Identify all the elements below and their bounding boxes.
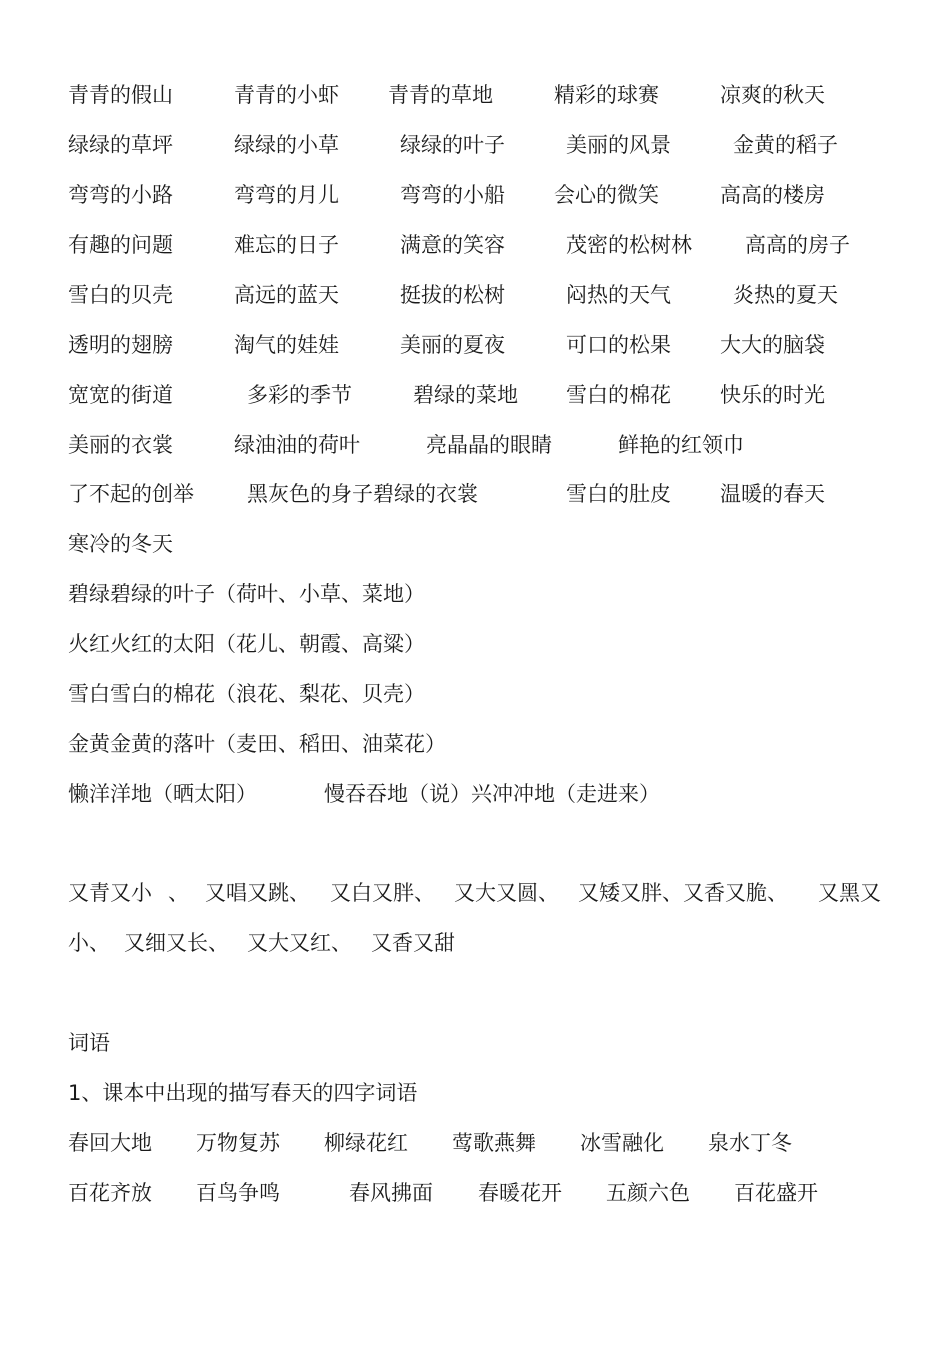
phrase: 又香又甜: [371, 931, 455, 955]
word: 淘气的娃娃: [234, 333, 339, 357]
word: 茂密的松树林: [566, 233, 692, 257]
idiom: 万物复苏: [196, 1131, 280, 1155]
phrase: 又青又小: [68, 881, 152, 905]
phrase: 又唱又跳、: [205, 881, 310, 905]
word: 闷热的天气: [566, 283, 671, 307]
word: 绿绿的叶子: [400, 133, 505, 157]
idiom: 柳绿花红: [324, 1131, 408, 1155]
word: 大大的脑袋: [720, 333, 825, 357]
word: 青青的草地: [388, 83, 493, 107]
phrase: 金黄金黄的落叶（麦田、稻田、油菜花）: [68, 732, 446, 756]
word: 满意的笑容: [400, 233, 505, 257]
phrase: 又矮又胖、又香又脆、: [578, 881, 788, 905]
phrase: 又大又圆、: [454, 881, 559, 905]
word: 可口的松果: [566, 333, 671, 357]
word: 美丽的风景: [566, 133, 671, 157]
word: 精彩的球赛: [554, 83, 659, 107]
word: 宽宽的街道: [68, 383, 173, 407]
phrase: 懒洋洋地（晒太阳）: [68, 782, 257, 806]
phrase: 又细又长、: [124, 931, 229, 955]
phrase: 又大又红、: [247, 931, 352, 955]
phrase: 又黑又: [818, 881, 881, 905]
idiom: 春回大地: [68, 1131, 152, 1155]
word: 碧绿的菜地: [413, 383, 518, 407]
idiom: 五颜六色: [606, 1181, 690, 1205]
phrase: 小、: [68, 931, 110, 955]
idiom: 春风拂面: [349, 1181, 433, 1205]
idiom: 百鸟争鸣: [196, 1181, 280, 1205]
idiom: 春暖花开: [478, 1181, 562, 1205]
word: 绿油油的荷叶: [234, 433, 360, 457]
phrase: 火红火红的太阳（花儿、朝霞、高粱）: [68, 632, 425, 656]
punct: 、: [168, 881, 189, 905]
word: 青青的假山: [68, 83, 173, 107]
word: 绿绿的草坪: [68, 133, 173, 157]
word: 高远的蓝天: [234, 283, 339, 307]
idiom: 泉水丁冬: [708, 1131, 792, 1155]
phrase: 雪白雪白的棉花（浪花、梨花、贝壳）: [68, 682, 425, 706]
word: 高高的楼房: [720, 183, 825, 207]
word: 挺拔的松树: [400, 283, 505, 307]
word: 凉爽的秋天: [720, 83, 825, 107]
word: 金黄的稻子: [733, 133, 838, 157]
word: 鲜艳的红领巾: [618, 433, 744, 457]
word: 雪白的棉花: [566, 383, 671, 407]
word: 炎热的夏天: [733, 283, 838, 307]
phrase: 慢吞吞地（说）兴冲冲地（走进来）: [324, 782, 660, 806]
idiom: 百花盛开: [734, 1181, 818, 1205]
word: 亮晶晶的眼睛: [426, 433, 552, 457]
word: 难忘的日子: [234, 233, 339, 257]
word: 了不起的创举: [68, 482, 194, 506]
word: 美丽的夏夜: [400, 333, 505, 357]
word: 高高的房子: [745, 233, 850, 257]
idiom: 冰雪融化: [580, 1131, 664, 1155]
word: 弯弯的月儿: [234, 183, 339, 207]
word: 弯弯的小路: [68, 183, 173, 207]
word: 黑灰色的身子碧绿的衣裳: [247, 482, 478, 506]
word: 透明的翅膀: [68, 333, 173, 357]
phrase: 又白又胖、: [330, 881, 435, 905]
phrase: 碧绿碧绿的叶子（荷叶、小草、菜地）: [68, 582, 425, 606]
word: 多彩的季节: [247, 383, 352, 407]
word: 会心的微笑: [554, 183, 659, 207]
word: 快乐的时光: [720, 383, 825, 407]
word: 温暖的春天: [720, 482, 825, 506]
idiom: 百花齐放: [68, 1181, 152, 1205]
section-title: 1、课本中出现的描写春天的四字词语: [68, 1081, 418, 1105]
word: 有趣的问题: [68, 233, 173, 257]
word: 绿绿的小草: [234, 133, 339, 157]
idiom: 莺歌燕舞: [452, 1131, 536, 1155]
word: 弯弯的小船: [400, 183, 505, 207]
word: 雪白的肚皮: [566, 482, 671, 506]
word: 美丽的衣裳: [68, 433, 173, 457]
word: 青青的小虾: [234, 83, 339, 107]
word: 雪白的贝壳: [68, 283, 173, 307]
heading: 词语: [68, 1031, 110, 1055]
word: 寒冷的冬天: [68, 532, 173, 556]
